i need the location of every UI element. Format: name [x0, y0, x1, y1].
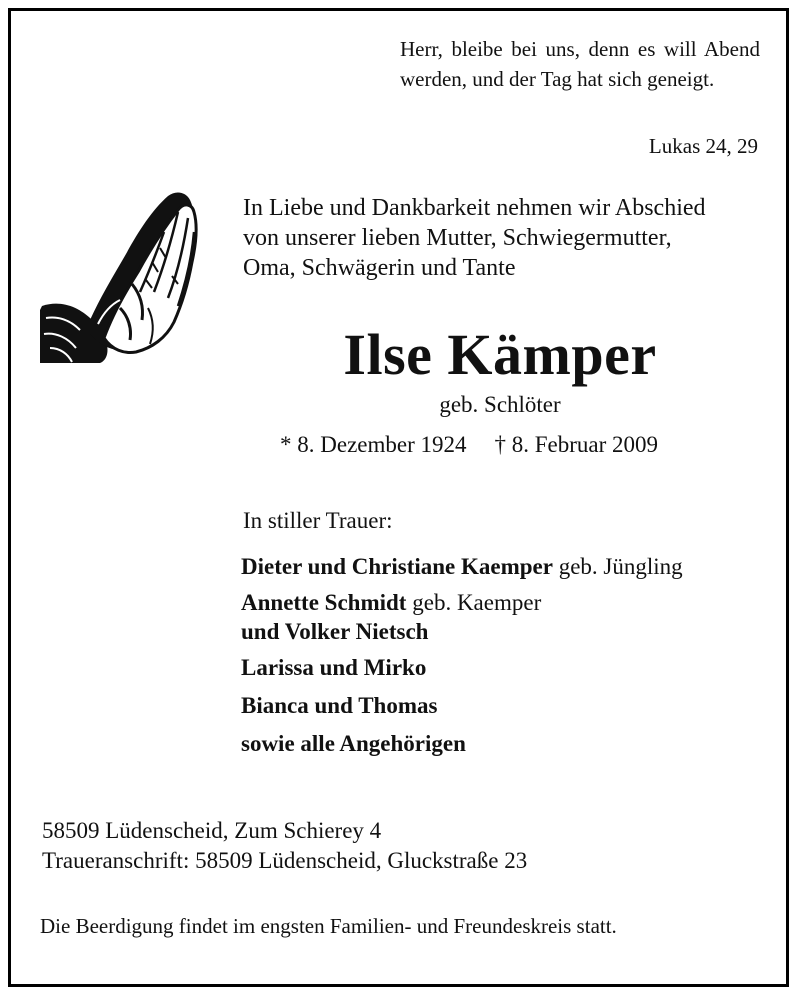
mourner-birth-name: geb. Jüngling — [552, 554, 683, 579]
farewell-intro-line: In Liebe und Dankbarkeit nehmen wir Abschied — [243, 195, 706, 221]
mourner-entry: sowie alle Angehörigen — [241, 731, 466, 756]
mourners-label: In stiller Trauer: — [243, 508, 393, 533]
funeral-note: Die Beerdigung findet im engsten Familien- und Freundeskreis statt. — [40, 914, 617, 938]
address-block — [42, 816, 742, 876]
birth-name: geb. Schlöter — [439, 392, 561, 417]
death-date: † 8. Februar 2009 — [494, 432, 659, 457]
bible-verse: Herr, bleibe bei uns, denn es will Abend werden, und der Tag hat sich geneigt. — [400, 37, 760, 91]
mourners-list — [241, 550, 786, 761]
life-dates — [280, 430, 740, 460]
deceased-name: Ilse Kämper — [343, 322, 657, 387]
mourning-address: Traueranschrift: 58509 Lüdenscheid, Gluckstraße 23 — [42, 848, 528, 873]
bible-verse-reference: Lukas 24, 29 — [648, 134, 758, 158]
farewell-intro-line: von unserer lieben Mutter, Schwiegermutter, — [243, 225, 672, 251]
mourner-birth-name: geb. Kaemper — [406, 590, 542, 615]
mourner-entry-continued: und Volker Nietsch — [241, 619, 429, 644]
praying-hands-icon — [40, 188, 205, 363]
mourner-entry: Larissa und Mirko — [241, 655, 427, 680]
farewell-intro-line: Oma, Schwägerin und Tante — [243, 255, 516, 281]
mourner-entry — [241, 589, 786, 617]
mourner-name: Annette Schmidt — [241, 590, 407, 615]
home-address: 58509 Lüdenscheid, Zum Schierey 4 — [42, 818, 382, 843]
mourner-name: Dieter und Christiane Kaemper — [241, 554, 553, 579]
birth-date: * 8. Dezember 1924 — [280, 432, 467, 457]
mourner-entry: Bianca und Thomas — [241, 693, 438, 718]
mourner-entry — [241, 550, 786, 584]
farewell-intro — [243, 193, 783, 283]
